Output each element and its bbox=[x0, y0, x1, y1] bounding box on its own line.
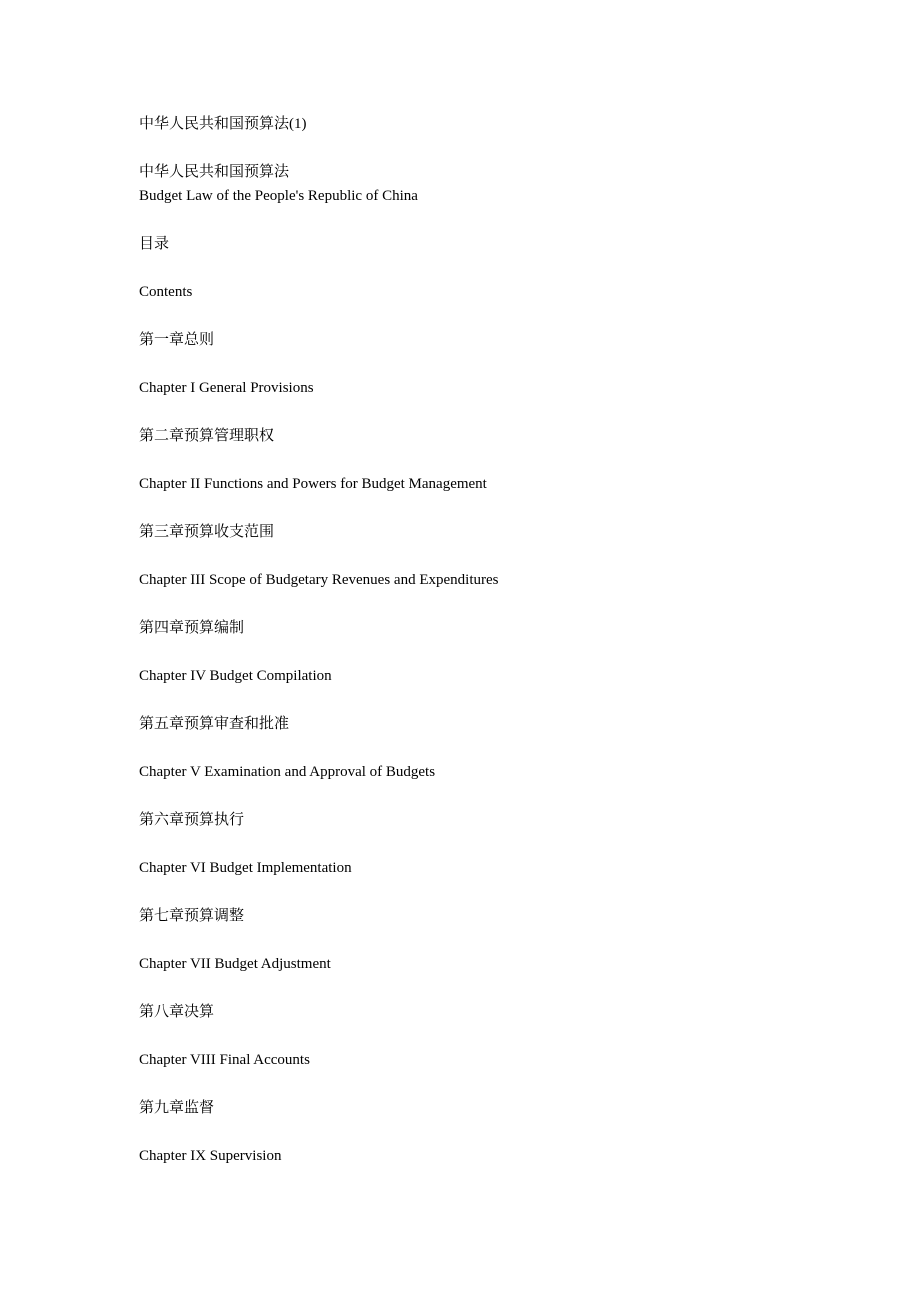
chapter-3-chinese: 第三章预算收支范围 bbox=[139, 524, 275, 540]
chapter-7-chinese: 第七章预算调整 bbox=[139, 908, 245, 924]
contents-heading-english: Contents bbox=[139, 284, 193, 300]
chapter-6-english: Chapter VI Budget Implementation bbox=[139, 860, 352, 876]
chapter-3-english: Chapter III Scope of Budgetary Revenues and Expenditures bbox=[139, 572, 499, 588]
chapter-5-english: Chapter V Examination and Approval of Budgets bbox=[139, 764, 436, 780]
chapter-6-chinese: 第六章预算执行 bbox=[139, 812, 245, 828]
chapter-2-chinese: 第二章预算管理职权 bbox=[139, 428, 275, 444]
title-chinese: 中华人民共和国预算法 bbox=[139, 164, 290, 180]
document-page bbox=[139, 112, 839, 1168]
chapter-7-english: Chapter VII Budget Adjustment bbox=[139, 956, 331, 972]
chapter-8-chinese: 第八章决算 bbox=[139, 1004, 215, 1020]
chapter-2-english: Chapter II Functions and Powers for Budget Management bbox=[139, 476, 487, 492]
chapter-4-english: Chapter IV Budget Compilation bbox=[139, 668, 332, 684]
document-heading: 中华人民共和国预算法(1) bbox=[139, 116, 307, 132]
chapter-4-chinese: 第四章预算编制 bbox=[139, 620, 245, 636]
chapter-9-chinese: 第九章监督 bbox=[139, 1100, 215, 1116]
contents-heading-chinese: 目录 bbox=[139, 236, 170, 252]
chapter-1-english: Chapter I General Provisions bbox=[139, 380, 314, 396]
chapter-5-chinese: 第五章预算审查和批准 bbox=[139, 716, 290, 732]
title-english: Budget Law of the People's Republic of China bbox=[139, 188, 418, 204]
chapter-1-chinese: 第一章总则 bbox=[139, 332, 215, 348]
chapter-8-english: Chapter VIII Final Accounts bbox=[139, 1052, 310, 1068]
chapter-9-english: Chapter IX Supervision bbox=[139, 1148, 282, 1164]
